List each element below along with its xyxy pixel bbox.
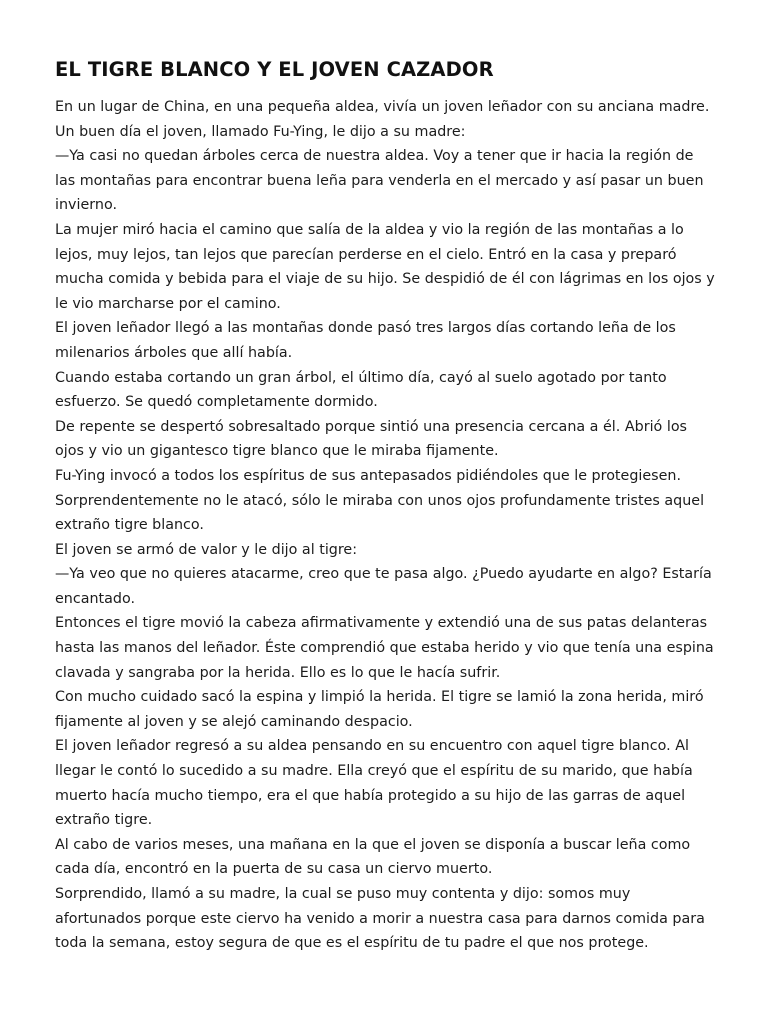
document-title: EL TIGRE BLANCO Y EL JOVEN CAZADOR	[55, 58, 494, 81]
paragraph: —Ya casi no quedan árboles cerca de nuestra aldea. Voy a tener que ir hacia la región de las montañas para encontrar buena leña para venderla en el mercado y así pasar un buen invierno.	[55, 148, 704, 214]
paragraph: Con mucho cuidado sacó la espina y limpió la herida. El tigre se lamió la zona herida, miró fijamente al joven y se alejó caminando despacio.	[55, 689, 704, 730]
paragraph: La mujer miró hacia el camino que salía de la aldea y vio la región de las montañas a lo lejos, muy lejos, tan lejos que parecían perderse en el cielo. Entró en la casa y preparó mucha comida y bebida para el viaje de su hijo. Se despidió de él con lágrimas en los ojos y le vio marcharse por el camino.	[55, 221, 715, 312]
document-page	[55, 57, 723, 956]
document-body	[55, 95, 723, 956]
paragraph: El joven leñador llegó a las montañas donde pasó tres largos días cortando leña de los milenarios árboles que allí había.	[55, 320, 676, 361]
paragraph: En un lugar de China, en una pequeña aldea, vivía un joven leñador con su anciana madre.	[55, 99, 710, 115]
paragraph: De repente se despertó sobresaltado porque sintió una presencia cercana a él. Abrió los ojos y vio un gigantesco tigre blanco que le miraba fijamente.	[55, 418, 688, 460]
paragraph: —Ya veo que no quieres atacarme, creo que te pasa algo. ¿Puedo ayudarte en algo? Estaría encantado.	[55, 566, 712, 607]
paragraph: Un buen día el joven, llamado Fu-Ying, le dijo a su madre:	[55, 123, 466, 140]
paragraph: Al cabo de varios meses, una mañana en la que el joven se disponía a buscar leña como cada día, encontró en la puerta de su casa un ciervo muerto.	[55, 836, 691, 878]
paragraph: Cuando estaba cortando un gran árbol, el último día, cayó al suelo agotado por tanto esfuerzo. Se quedó completamente dormido.	[55, 369, 667, 411]
paragraph: El joven leñador regresó a su aldea pensando en su encuentro con aquel tigre blanco. Al llegar le contó lo sucedido a su madre. Ella creyó que el espíritu de su marido, que había muerto hacía mucho tiempo, era el que había protegido a su hijo de las garras de aquel extraño tigre.	[55, 738, 693, 829]
paragraph: Sorprendido, llamó a su madre, la cual se puso muy contenta y dijo: somos muy afortunados porque este ciervo ha venido a morir a nuestra casa para darnos comida para toda la semana, estoy segura de que es el espíritu de tu padre el que nos protege.	[55, 886, 705, 952]
paragraph: Entonces el tigre movió la cabeza afirmativamente y extendió una de sus patas delanteras hasta las manos del leñador. Éste comprendió que estaba herido y vio que tenía una espina clavada y sangraba por la herida. Ello es lo que le hacía sufrir.	[55, 615, 714, 681]
paragraph: Fu-Ying invocó a todos los espíritus de sus antepasados pidiéndoles que le protegiesen. Sorprendentemente no le atacó, sólo le miraba con unos ojos profundamente tristes aquel extraño tigre blanco.	[55, 467, 705, 534]
paragraph: El joven se armó de valor y le dijo al tigre:	[55, 541, 358, 558]
